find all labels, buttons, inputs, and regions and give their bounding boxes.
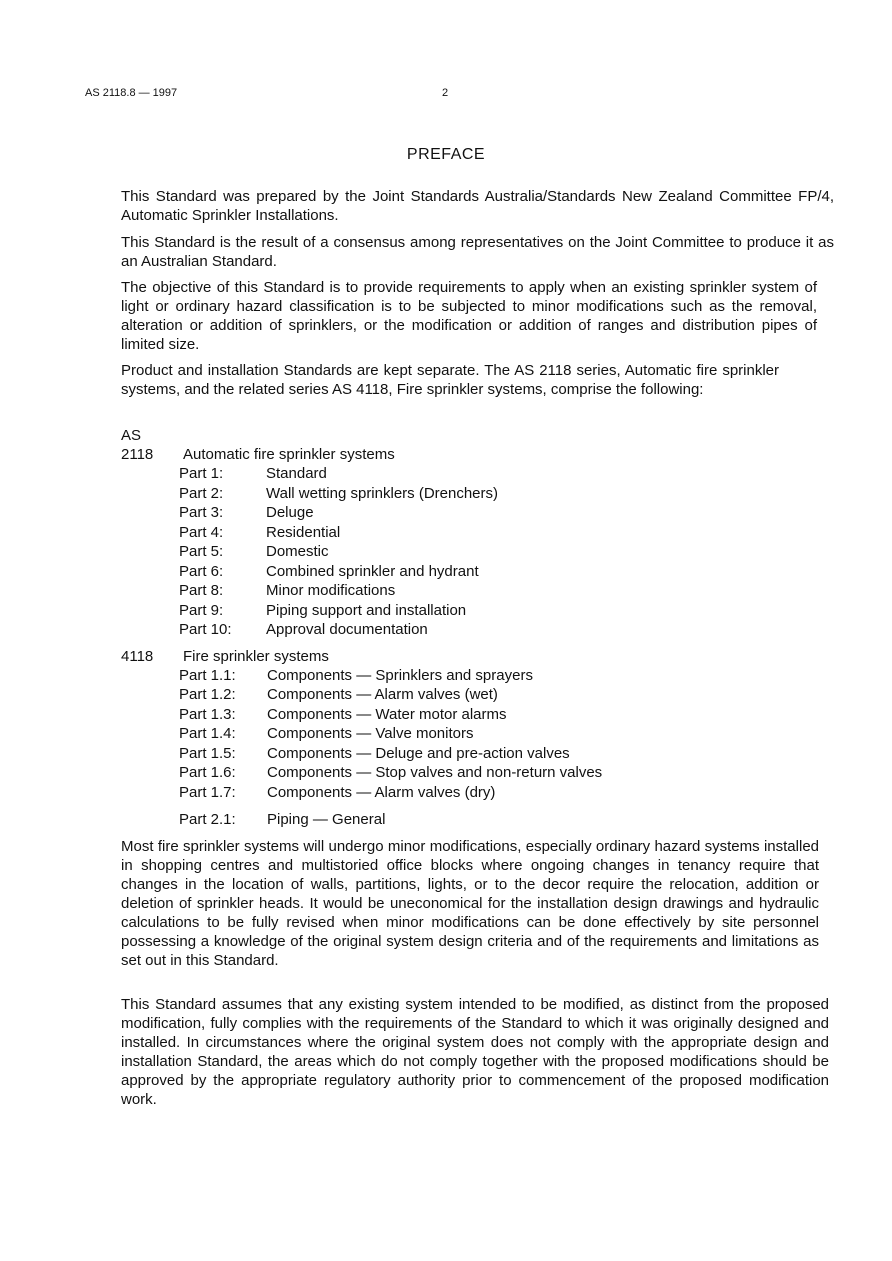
part-label: Part 1.2:	[179, 686, 236, 703]
intro-paragraph-1: This Standard was prepared by the Joint Standards Australia/Standards New Zealand Committee FP/4, Automatic Sprinkler Installations.	[121, 188, 834, 224]
part-label: Part 1.7:	[179, 784, 236, 801]
intro-paragraph-3: The objective of this Standard is to provide requirements to apply when an existing sprinkler system of light or ordinary hazard classification is to be subjected to minor modifications such as the removal, alteration or addition of sprinklers, or the modification or addition of ranges and distribution pipes of limited size.	[121, 279, 817, 353]
document-id: AS 2118.8 — 1997	[85, 87, 178, 99]
part-label: Part 1.4:	[179, 725, 236, 742]
part-title: Deluge	[266, 504, 314, 521]
part-label: Part 5:	[179, 543, 224, 560]
closing-paragraph-1: Most fire sprinkler systems will undergo minor modifications, especially ordinary hazard systems installed in shopping centres and multistoried office blocks where ongoing changes in tenancy require that changes in the location of walls, partitions, lights, or to the decor require the relocation, addition or deletion of sprinkler heads. It would be uneconomical for the installation design drawings and hydraulic calculations to be fully revised when minor modifications can be done effectively by site personnel possessing a knowledge of the original system design criteria and of the requirements and limitations as set out in this Standard.	[121, 838, 819, 969]
part-title: Combined sprinkler and hydrant	[266, 563, 479, 580]
series-number-4118: 4118	[121, 648, 154, 665]
part-title: Components — Alarm valves (wet)	[267, 686, 498, 703]
closing-paragraph-2: This Standard assumes that any existing system intended to be modified, as distinct from the proposed modification, fully complies with the requirements of the Standard to which it was originally designed and installed. In circumstances where the original system does not comply with the appropriate design and installation Standard, the areas which do not comply together with the proposed modifications should be approved by the appropriate regulatory authority prior to commencement of the proposed modification work.	[121, 996, 829, 1108]
page-number: 2	[442, 87, 449, 99]
part-label: Part 1:	[179, 465, 224, 482]
part-label: Part 8:	[179, 582, 224, 599]
part-title: Residential	[266, 524, 341, 541]
intro-paragraph-2: This Standard is the result of a consensus among representatives on the Joint Committee to produce it as an Australian Standard.	[121, 234, 834, 270]
part-label: Part 3:	[179, 504, 224, 521]
part-label: Part 1.6:	[179, 764, 236, 781]
series-title-2118: Automatic fire sprinkler systems	[183, 446, 395, 463]
series-title-4118: Fire sprinkler systems	[183, 648, 329, 665]
part-title: Piping — General	[267, 811, 386, 828]
part-title: Components — Sprinklers and sprayers	[267, 667, 533, 684]
part-title: Components — Alarm valves (dry)	[267, 784, 496, 801]
part-title: Wall wetting sprinklers (Drenchers)	[266, 485, 499, 502]
part-label: Part 1.3:	[179, 706, 236, 723]
part-label: Part 10:	[179, 621, 232, 638]
part-label: Part 9:	[179, 602, 224, 619]
series-number-2118: 2118	[121, 446, 154, 463]
part-title: Components — Stop valves and non-return valves	[267, 764, 603, 781]
page-title: PREFACE	[406, 146, 486, 163]
part-label: Part 4:	[179, 524, 224, 541]
part-title: Approval documentation	[266, 621, 428, 638]
part-title: Piping support and installation	[266, 602, 467, 619]
part-label: Part 6:	[179, 563, 224, 580]
part-title: Components — Valve monitors	[267, 725, 474, 742]
part-title: Components — Deluge and pre-action valves	[267, 745, 570, 762]
part-title: Domestic	[266, 543, 329, 560]
part-label: Part 2.1:	[179, 811, 236, 828]
part-label: Part 1.1:	[179, 667, 236, 684]
part-label: Part 2:	[179, 485, 224, 502]
intro-paragraph-4: Product and installation Standards are kept separate. The AS 2118 series, Automatic fire sprinkler systems, and the related series AS 4118, Fire sprinkler systems, comprise the following:	[121, 362, 779, 398]
part-title: Standard	[266, 465, 327, 482]
part-label: Part 1.5:	[179, 745, 236, 762]
as-label: AS	[121, 427, 142, 444]
part-title: Minor modifications	[266, 582, 396, 599]
part-title: Components — Water motor alarms	[267, 706, 507, 723]
